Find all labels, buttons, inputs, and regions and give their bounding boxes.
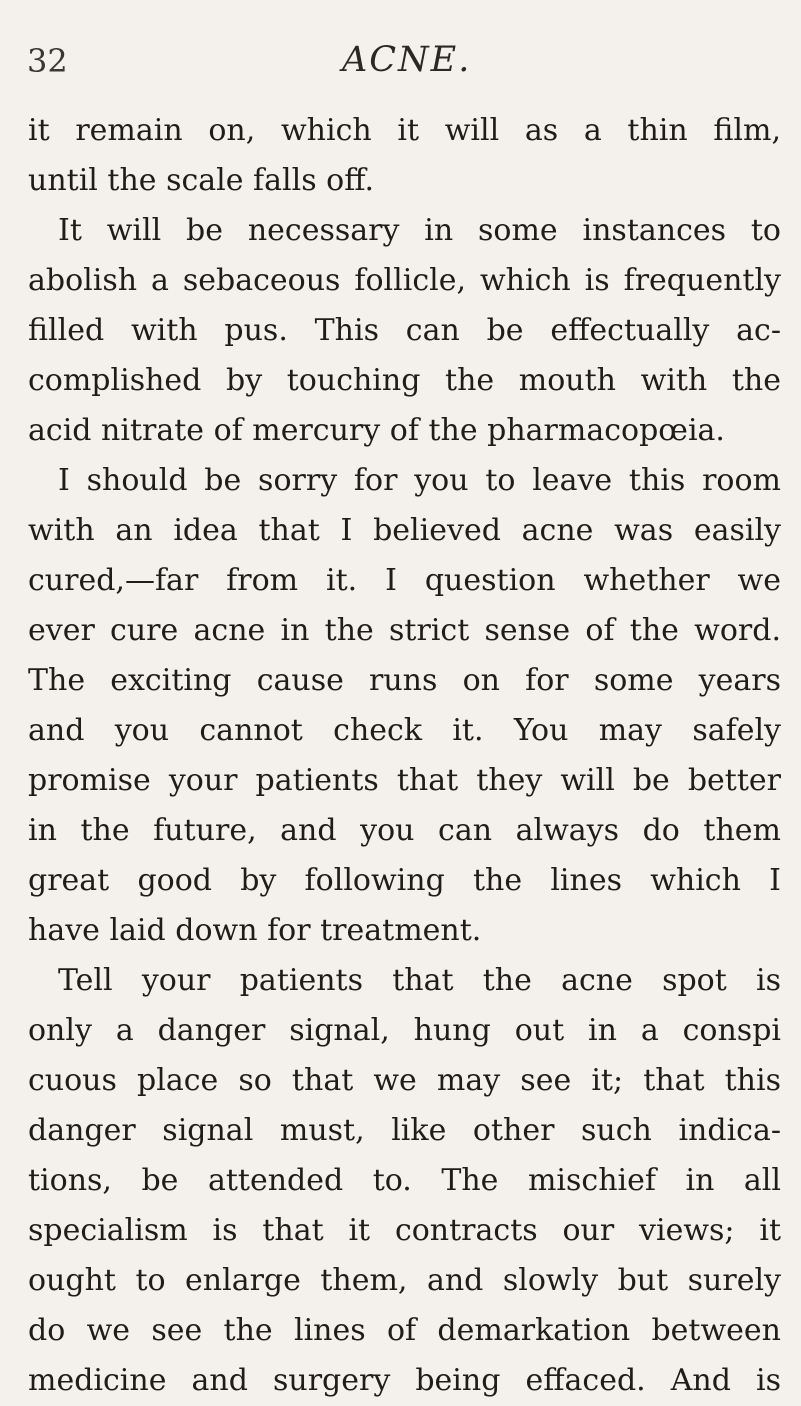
text-line: The exciting cause runs on for some years (28, 663, 781, 698)
text-line: specialism is that it contracts our views; it (28, 1213, 781, 1248)
text-line: medicine and surgery being effaced. And is (28, 1363, 781, 1398)
text-line: it remain on, which it will as a thin film, (28, 113, 781, 148)
text-line: promise your patients that they will be better (28, 763, 781, 798)
text-line: filled with pus. This can be effectually ac- (28, 313, 781, 348)
body-text (28, 106, 781, 1406)
text-line: complished by touching the mouth with the (28, 363, 781, 398)
text-line: cuous place so that we may see it; that this (28, 1063, 781, 1098)
text-line: do we see the lines of demarkation between (28, 1313, 781, 1348)
text-line: only a danger signal, hung out in a conspi (28, 1013, 781, 1048)
text-line: until the scale falls off. (28, 163, 375, 198)
text-line: Tell your patients that the acne spot is (58, 963, 781, 998)
text-line: abolish a sebaceous follicle, which is frequently (28, 263, 781, 298)
text-line: ever cure acne in the strict sense of the word. (28, 613, 781, 648)
text-line: ought to enlarge them, and slowly but surely (28, 1263, 781, 1298)
text-line: with an idea that I believed acne was easily (28, 513, 781, 548)
text-line: have laid down for treatment. (28, 913, 482, 948)
text-line: acid nitrate of mercury of the pharmacopœia. (28, 413, 725, 448)
running-head: ACNE. (342, 40, 472, 80)
text-line: It will be necessary in some instances to (58, 213, 781, 248)
text-line: and you cannot check it. You may safely (28, 713, 781, 748)
text-line: cured,—far from it. I question whether we (28, 563, 781, 598)
text-line: danger signal must, like other such indica- (28, 1113, 781, 1148)
page-number: 32 (27, 42, 68, 80)
text-line: I should be sorry for you to leave this room (58, 463, 781, 498)
text-line: great good by following the lines which I (28, 863, 781, 898)
text-line: in the future, and you can always do them (28, 813, 781, 848)
text-line: tions, be attended to. The mischief in all (28, 1163, 781, 1198)
page-header (0, 30, 801, 90)
